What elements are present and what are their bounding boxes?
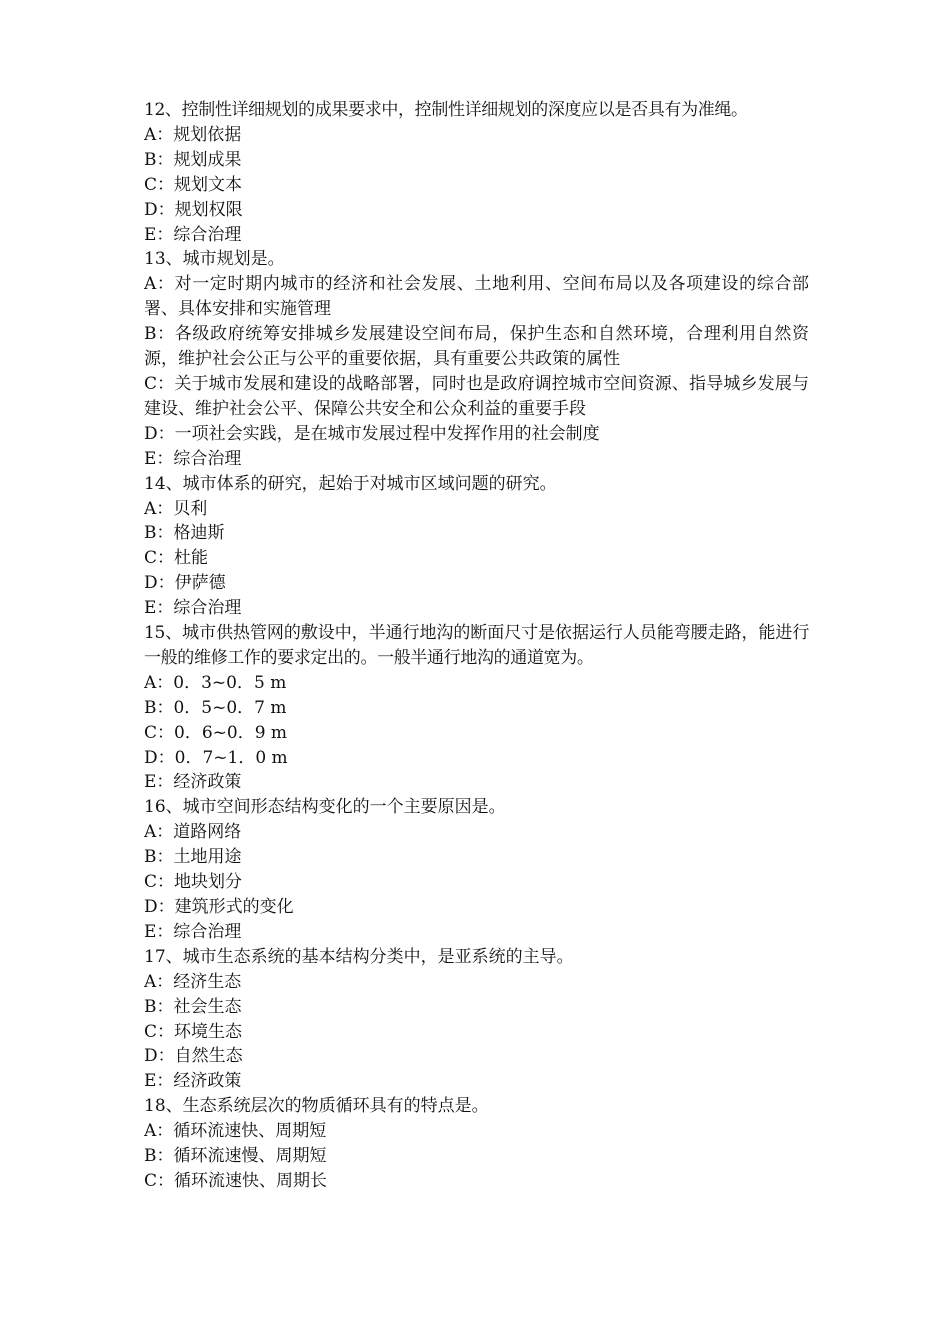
option-a: A：道路网络 bbox=[144, 822, 242, 843]
option-d: D：伊萨德 bbox=[144, 573, 226, 594]
option-b: B：规划成果 bbox=[144, 149, 242, 170]
option-c: C：0．6~0．9 m bbox=[144, 722, 288, 743]
option-e: E：综合治理 bbox=[144, 598, 242, 619]
option-a: A：0．3~0．5 m bbox=[144, 672, 287, 693]
option-b: B：各级政府统筹安排城乡发展建设空间布局，保护生态和自然环境，合理利用自然资源，维护社会公正与公平的重要依据，具有重要公共政策的属性 bbox=[144, 324, 809, 370]
option-d: D：0．7~1．0 m bbox=[144, 747, 288, 768]
option-a: A：经济生态 bbox=[144, 971, 242, 992]
option-c: C：规划文本 bbox=[144, 174, 243, 195]
question-16 bbox=[144, 795, 809, 944]
option-c: C：关于城市发展和建设的战略部署，同时也是政府调控城市空间资源、指导城乡发展与建设、维护社会公平、保障公共安全和公众利益的重要手段 bbox=[144, 373, 809, 419]
option-a: A：贝利 bbox=[144, 498, 208, 519]
option-b: B：格迪斯 bbox=[144, 523, 225, 544]
option-d: D：自然生态 bbox=[144, 1046, 243, 1067]
question-stem: 16、城市空间形态结构变化的一个主要原因是。 bbox=[144, 797, 506, 818]
option-e: E：经济政策 bbox=[144, 772, 242, 793]
document-page bbox=[144, 98, 809, 1194]
question-14 bbox=[144, 472, 809, 621]
question-stem: 12、控制性详细规划的成果要求中，控制性详细规划的深度应以是否具有为准绳。 bbox=[144, 100, 748, 120]
option-e: E：综合治理 bbox=[144, 921, 242, 942]
option-a: A：对一定时期内城市的经济和社会发展、土地利用、空间布局以及各项建设的综合部署、具体安排和实施管理 bbox=[144, 274, 809, 320]
option-c: C：环境生态 bbox=[144, 1021, 243, 1042]
option-c: C：杜能 bbox=[144, 548, 209, 569]
question-stem: 14、城市体系的研究，起始于对城市区域问题的研究。 bbox=[144, 473, 557, 494]
question-13 bbox=[144, 247, 809, 471]
option-c: C：循环流速快、周期长 bbox=[144, 1170, 328, 1191]
option-d: D：建筑形式的变化 bbox=[144, 897, 294, 917]
option-d: D：规划权限 bbox=[144, 199, 243, 220]
question-18 bbox=[144, 1094, 809, 1194]
option-e: E：综合治理 bbox=[144, 448, 242, 469]
option-a: A：规划依据 bbox=[144, 124, 242, 145]
question-stem: 15、城市供热管网的敷设中，半通行地沟的断面尺寸是依据运行人员能弯腰走路，能进行一般的维修工作的要求定出的。一般半通行地沟的通道宽为。 bbox=[144, 623, 809, 668]
question-15 bbox=[144, 621, 809, 795]
question-stem: 13、城市规划是。 bbox=[144, 249, 285, 270]
question-17 bbox=[144, 945, 809, 1094]
option-d: D：一项社会实践，是在城市发展过程中发挥作用的社会制度 bbox=[144, 423, 600, 444]
option-b: B：社会生态 bbox=[144, 996, 242, 1017]
option-b: B：0．5~0．7 m bbox=[144, 697, 287, 718]
question-12 bbox=[144, 98, 809, 247]
option-e: E：经济政策 bbox=[144, 1071, 242, 1092]
option-a: A：循环流速快、周期短 bbox=[144, 1121, 327, 1142]
option-e: E：综合治理 bbox=[144, 224, 242, 245]
option-c: C：地块划分 bbox=[144, 872, 243, 893]
option-b: B：循环流速慢、周期短 bbox=[144, 1146, 327, 1167]
question-stem: 18、生态系统层次的物质循环具有的特点是。 bbox=[144, 1096, 489, 1117]
option-b: B：土地用途 bbox=[144, 847, 242, 868]
question-stem: 17、城市生态系统的基本结构分类中，是亚系统的主导。 bbox=[144, 946, 574, 967]
